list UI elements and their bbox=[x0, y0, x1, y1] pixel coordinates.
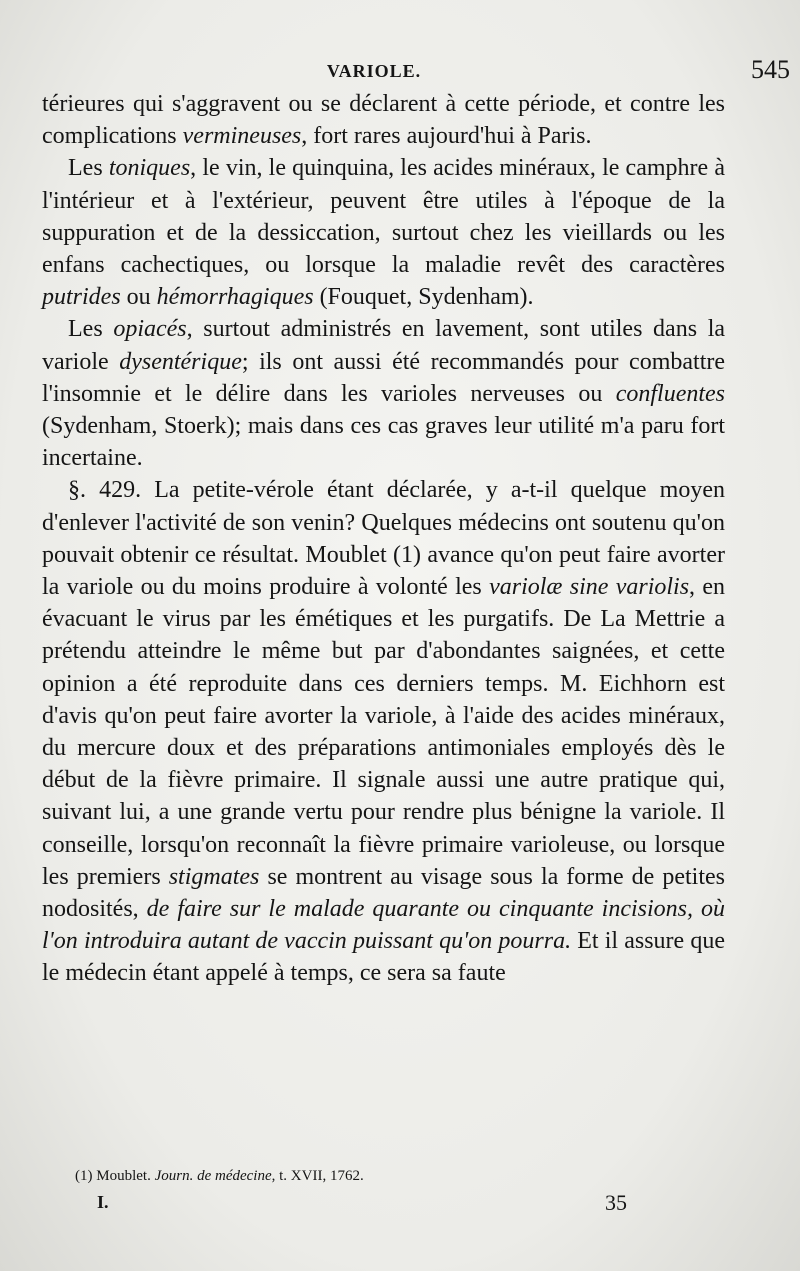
paragraph-4 bbox=[42, 474, 725, 989]
p2-a: Les bbox=[68, 155, 103, 182]
p2-b: , le vin, le quinquina, les acides minéraux, le camphre à l'intérieur et à l'extérieur, peuvent être utiles à l'époque de la suppuration et de la dessiccation, surtout chez les vieillards ou les enfans cachectiques, ou lorsque la maladie revêt des caractères bbox=[42, 155, 725, 279]
p2-italic-3: hémorrhagiques bbox=[156, 284, 314, 311]
p3-italic-2: dysentérique bbox=[119, 348, 242, 375]
p4-italic-3: de faire sur le malade quarante ou cinquante incisions, où l'on introduira autant de vaccin puissant qu'on pourra. bbox=[42, 896, 725, 955]
page-header bbox=[38, 55, 790, 91]
p3-c: ; ils ont aussi été recommandés pour combattre l'insomnie et le délire dans les varioles nerveuses ou bbox=[42, 348, 726, 407]
paragraph-2 bbox=[42, 152, 725, 313]
p1-tail: , fort rares aujourd'hui à Paris. bbox=[301, 123, 592, 150]
footnote-journal: Journ. de médecine bbox=[154, 1168, 272, 1184]
p3-italic-1: opiacés bbox=[113, 316, 187, 343]
p4-a: §. 429. La petite-vérole étant déclarée, y a-t-il quelque moyen d'enlever l'activité de son venin? Quelques médecins ont soutenu qu'on pouvait obtenir ce résultat. Moublet (1) avance qu'on peut faire avorter la variole ou du moins produire à volonté les bbox=[42, 477, 725, 601]
p3-a: Les bbox=[68, 316, 103, 343]
signature-gathering: 35 bbox=[605, 1190, 627, 1215]
p2-italic-2: putrides bbox=[42, 284, 121, 311]
p3-italic-3: confluentes bbox=[615, 380, 726, 407]
paragraph-1 bbox=[42, 88, 725, 152]
p3-d: (Sydenham, Stoerk); mais dans ces cas graves leur utilité m'a paru fort incertaine. bbox=[42, 413, 725, 472]
page-number: 545 bbox=[751, 55, 790, 84]
footnote-a: (1) Moublet. bbox=[75, 1168, 151, 1184]
p2-italic-1: toniques bbox=[108, 155, 191, 182]
p1-italic: vermineuses bbox=[182, 123, 302, 150]
p4-c: se montrent au visage sous la forme de petites nodosités, bbox=[42, 863, 726, 923]
p4-b: , en évacuant le virus par les émétiques et les purgatifs. De La Mettrie a prétendu atteindre le même but par d'abondantes saignées, et cette opinion a été reproduite dans ces derniers temps. M. Eichhorn est d'avis qu'on peut faire avorter la variole, à l'aide des acides minéraux, du mercure doux et des préparations antimoniales employés dès le début de la fièvre primaire. Il signale aussi une autre pratique qui, suivant lui, a une grande vertu pour rendre plus bénigne la variole. Il conseille, lorsqu'on reconnaît la fièvre primaire varioleuse, ou lorsque les premiers bbox=[42, 574, 726, 890]
p4-d: Et il assure que le médecin étant appelé à temps, ce sera sa faute bbox=[42, 928, 725, 987]
running-head: VARIOLE. bbox=[326, 61, 422, 81]
body-text bbox=[42, 88, 725, 990]
p4-italic-1: variolæ sine variolis bbox=[489, 574, 690, 601]
p4-italic-2: stigmates bbox=[168, 863, 260, 890]
paragraph-3 bbox=[42, 313, 725, 474]
p2-d: (Fouquet, Sydenham). bbox=[319, 284, 534, 311]
footnote-b: , t. XVII, 1762. bbox=[271, 1168, 364, 1184]
footnote bbox=[75, 1168, 364, 1185]
p3-b: , surtout administrés en lavement, sont utiles dans la variole bbox=[42, 316, 726, 375]
p1-text: térieures qui s'aggravent ou se déclarent à cette période, et contre les complications bbox=[42, 91, 725, 150]
p2-c: ou bbox=[126, 284, 151, 311]
signature-volume: I. bbox=[97, 1192, 109, 1212]
